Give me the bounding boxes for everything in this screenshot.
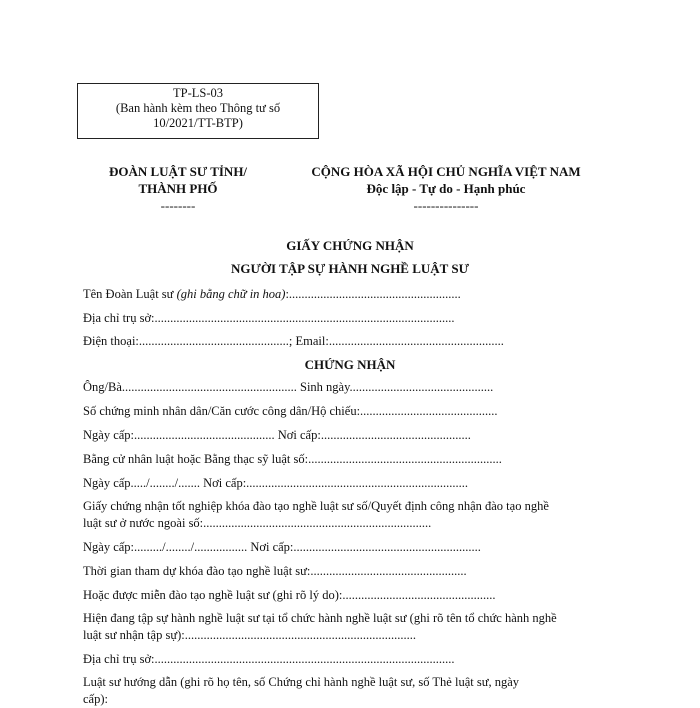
bar-name-field [83, 287, 461, 302]
practice-org-line2: luật sư nhận tập sự):.......................................................................... [83, 628, 416, 642]
phone-email-field: Điện thoại:................................................; Email:........................................................ [83, 334, 504, 348]
training-cert-line1: Giấy chứng nhận tốt nghiệp khóa đào tạo nghề luật sư số/Quyết định công nhận đào tạo nghề [83, 499, 549, 513]
certify-heading: CHỨNG NHẬN [304, 357, 396, 372]
training-time-field: Thời gian tham dự khóa đào tạo nghề luật sư:.................................................. [83, 564, 467, 578]
document-title: GIẤY CHỨNG NHẬN [286, 238, 414, 253]
bar-association-line2: THÀNH PHỐ [138, 181, 218, 196]
practice-org-line1: Hiện đang tập sự hành nghề luật sư tại tổ chức hành nghề luật sư (ghi rõ tên tổ chức hành nghề [83, 611, 557, 625]
mentor-field [83, 674, 613, 708]
issued-note-line1: (Ban hành kèm theo Thông tư số [115, 101, 281, 115]
bar-association-line1: ĐOÀN LUẬT SƯ TỈNH/ [108, 164, 248, 179]
mentor-line1: Luật sư hướng dẫn (ghi rõ họ tên, số Chứng chỉ hành nghề luật sư, số Thẻ luật sư, ngày [83, 675, 520, 689]
bar-name-hint: (ghi bằng chữ in hoa) [176, 287, 286, 301]
form-code: TP-LS-03 [173, 86, 223, 100]
training-cert-field [83, 498, 613, 532]
id-number-field: Số chứng minh nhân dân/Căn cước công dân/Hộ chiếu:............................................ [83, 404, 498, 418]
national-motto: Độc lập - Tự do - Hạnh phúc [366, 181, 526, 196]
training-issue-field: Ngày cấp:........./......../................. Nơi cấp:............................................................ [83, 540, 481, 554]
document-subtitle: NGƯỜI TẬP SỰ HÀNH NGHỀ LUẬT SƯ [231, 261, 469, 276]
mentor-line2: cấp): [83, 692, 108, 706]
bar-name-dots: :....................................................... [285, 287, 461, 301]
name-dob-field: Ông/Bà........................................................ Sinh ngày.............................................. [83, 380, 494, 394]
national-name: CỘNG HÒA XÃ HỘI CHỦ NGHĨA VIỆT NAM [311, 164, 581, 179]
training-cert-line2: luật sư ở nước ngoài số:......................................................................... [83, 516, 432, 530]
practice-org-field [83, 610, 613, 644]
form-code-box [77, 83, 319, 139]
exemption-field: Hoặc được miễn đào tạo nghề luật sư (ghi rõ lý do):................................................. [83, 588, 496, 602]
header-right-divider: --------------- [413, 198, 479, 213]
national-header [296, 163, 596, 214]
degree-issue-field: Ngày cấp...../......../....... Nơi cấp:....................................................................... [83, 476, 469, 490]
header-left-divider: -------- [160, 198, 196, 213]
bar-name-label: Tên Đoàn Luật sư [83, 287, 177, 301]
bar-address-field: Địa chỉ trụ sở:................................................................................................ [83, 311, 455, 325]
degree-field: Bằng cử nhân luật hoặc Bằng thạc sỹ luật số:.............................................................. [83, 452, 502, 466]
id-issue-field: Ngày cấp:............................................. Nơi cấp:................................................ [83, 428, 471, 442]
bar-association-header [92, 163, 264, 214]
issued-note-line2: 10/2021/TT-BTP) [153, 116, 243, 130]
org-address-field: Địa chỉ trụ sở:................................................................................................ [83, 652, 455, 666]
